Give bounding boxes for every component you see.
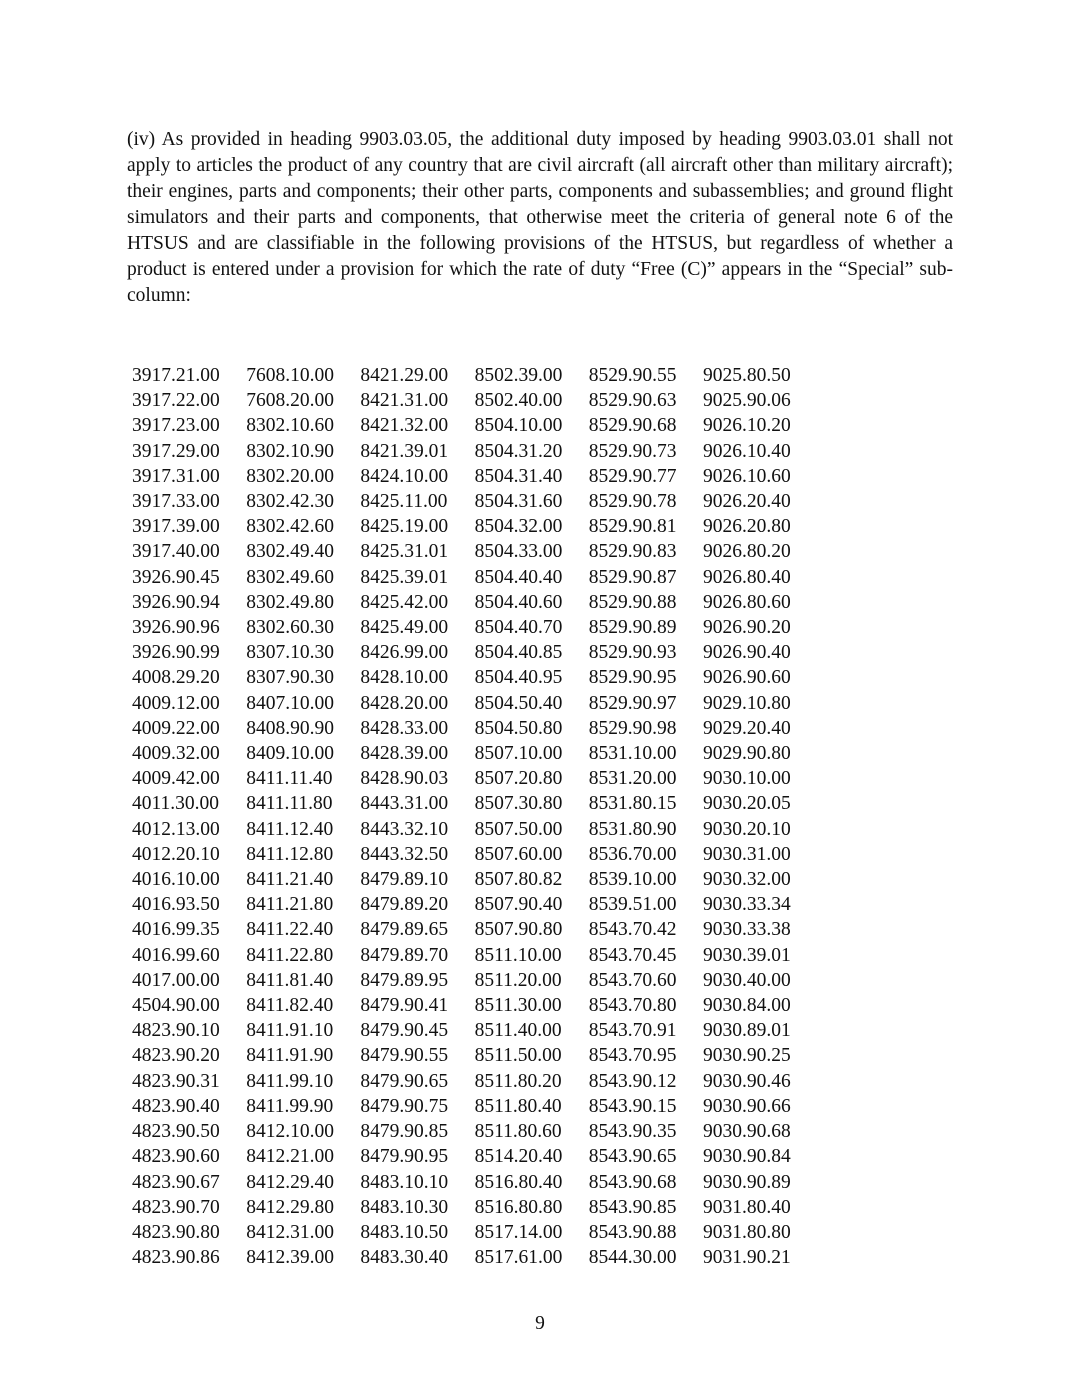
htsus-code-cell: 8507.60.00	[474, 843, 563, 865]
htsus-code-cell: 8425.19.00	[360, 516, 449, 538]
table-row	[132, 892, 817, 917]
htsus-code-cell: 8411.82.40	[246, 995, 334, 1017]
htsus-code-cell: 8479.90.55	[360, 1045, 449, 1067]
table-row	[132, 867, 817, 892]
table-row	[132, 943, 817, 968]
table-row	[132, 1170, 817, 1195]
htsus-code-cell: 8412.10.00	[246, 1121, 334, 1143]
table-row	[132, 691, 817, 716]
htsus-code-cell: 9031.80.80	[702, 1221, 791, 1243]
htsus-code-cell: 8504.40.40	[474, 566, 563, 588]
htsus-code-cell: 8507.90.80	[474, 919, 563, 941]
htsus-code-cell: 9030.20.10	[702, 818, 791, 840]
htsus-code-cell: 8428.39.00	[360, 743, 449, 765]
htsus-code-cell: 8302.49.40	[246, 541, 334, 563]
htsus-code-cell: 8529.90.83	[588, 541, 677, 563]
htsus-code-cell: 9030.39.01	[702, 944, 791, 966]
table-row	[132, 1018, 817, 1043]
htsus-code-table	[132, 363, 817, 1270]
htsus-code-cell: 8411.12.40	[246, 818, 334, 840]
htsus-code-cell: 8407.10.00	[246, 692, 334, 714]
htsus-code-cell: 8504.40.95	[474, 667, 563, 689]
htsus-code-cell: 9030.90.66	[702, 1095, 791, 1117]
htsus-code-cell: 8529.90.93	[588, 642, 677, 664]
htsus-code-cell: 9025.80.50	[702, 365, 791, 386]
table-row	[132, 640, 817, 665]
htsus-code-cell: 9026.10.20	[702, 415, 791, 437]
table-row	[132, 993, 817, 1018]
htsus-code-cell: 8302.49.60	[246, 566, 334, 588]
htsus-code-cell: 8409.10.00	[246, 743, 334, 765]
htsus-code-cell: 8531.80.90	[588, 818, 677, 840]
htsus-code-cell: 8543.70.45	[588, 944, 677, 966]
htsus-code-cell: 9029.20.40	[702, 717, 791, 739]
htsus-code-cell: 8517.14.00	[474, 1221, 563, 1243]
htsus-code-cell: 8302.49.80	[246, 591, 334, 613]
htsus-code-cell: 8428.10.00	[360, 667, 449, 689]
htsus-code-cell: 4016.99.35	[132, 919, 220, 941]
htsus-code-cell: 9026.90.60	[702, 667, 791, 689]
htsus-code-cell: 8544.30.00	[588, 1247, 677, 1269]
table-row	[132, 565, 817, 590]
htsus-code-cell: 8421.31.00	[360, 390, 449, 412]
htsus-code-cell: 8511.20.00	[474, 969, 562, 991]
table-row	[132, 817, 817, 842]
table-row	[132, 1195, 817, 1220]
table-row	[132, 1043, 817, 1068]
htsus-code-cell: 8302.20.00	[246, 465, 334, 487]
htsus-code-cell: 8511.10.00	[474, 944, 562, 966]
htsus-code-cell: 8543.90.85	[588, 1196, 677, 1218]
htsus-code-cell: 8425.39.01	[360, 566, 449, 588]
htsus-code-cell: 8502.40.00	[474, 390, 563, 412]
htsus-code-cell: 3926.90.45	[132, 566, 220, 588]
table-row	[132, 539, 817, 564]
htsus-code-cell: 8531.10.00	[588, 743, 677, 765]
table-row	[132, 363, 817, 388]
table-row	[132, 464, 817, 489]
htsus-code-cell: 8307.10.30	[246, 642, 334, 664]
htsus-code-cell: 8507.20.80	[474, 768, 563, 790]
htsus-code-cell: 8421.39.01	[360, 440, 449, 462]
htsus-code-cell: 8529.90.68	[588, 415, 677, 437]
htsus-code-cell: 4016.10.00	[132, 869, 220, 891]
table-row	[132, 741, 817, 766]
htsus-code-cell: 3917.33.00	[132, 491, 220, 513]
htsus-code-cell: 9026.90.20	[702, 617, 791, 639]
htsus-code-cell: 8539.51.00	[588, 894, 677, 916]
htsus-code-cell: 8411.22.80	[246, 944, 334, 966]
htsus-code-cell: 9026.10.60	[702, 465, 791, 487]
htsus-code-cell: 3926.90.94	[132, 591, 220, 613]
htsus-code-cell: 8412.31.00	[246, 1221, 334, 1243]
htsus-code-cell: 8543.70.60	[588, 969, 677, 991]
table-row	[132, 514, 817, 539]
htsus-code-cell: 8411.22.40	[246, 919, 334, 941]
htsus-code-cell: 8412.21.00	[246, 1146, 334, 1168]
htsus-code-cell: 8411.21.40	[246, 869, 334, 891]
htsus-code-cell: 9026.80.40	[702, 566, 791, 588]
table-row	[132, 1144, 817, 1169]
htsus-code-cell: 4012.20.10	[132, 843, 220, 865]
htsus-code-cell: 8529.90.95	[588, 667, 677, 689]
htsus-code-cell: 8511.80.40	[474, 1095, 562, 1117]
htsus-code-cell: 9029.90.80	[702, 743, 791, 765]
htsus-code-cell: 9030.33.38	[702, 919, 791, 941]
htsus-code-cell: 8425.49.00	[360, 617, 449, 639]
htsus-code-cell: 8543.90.68	[588, 1171, 677, 1193]
htsus-code-cell: 8479.89.70	[360, 944, 449, 966]
htsus-code-cell: 8504.50.80	[474, 717, 563, 739]
htsus-code-cell: 8421.32.00	[360, 415, 449, 437]
htsus-code-cell: 8411.12.80	[246, 843, 334, 865]
htsus-code-cell: 8411.11.80	[246, 793, 333, 815]
htsus-code-cell: 8302.42.30	[246, 491, 334, 513]
htsus-code-cell: 3917.40.00	[132, 541, 220, 563]
htsus-code-cell: 9026.10.40	[702, 440, 791, 462]
htsus-code-cell: 8511.30.00	[474, 995, 562, 1017]
htsus-code-cell: 8479.89.10	[360, 869, 449, 891]
htsus-code-cell: 9030.84.00	[702, 995, 791, 1017]
htsus-code-cell: 4008.29.20	[132, 667, 220, 689]
htsus-code-cell: 8543.70.95	[588, 1045, 677, 1067]
htsus-code-cell: 4823.90.67	[132, 1171, 220, 1193]
htsus-code-cell: 3917.39.00	[132, 516, 220, 538]
htsus-code-cell: 8531.20.00	[588, 768, 677, 790]
htsus-code-cell: 8507.90.40	[474, 894, 563, 916]
htsus-code-cell: 3917.22.00	[132, 390, 220, 412]
htsus-code-cell: 8411.81.40	[246, 969, 334, 991]
htsus-code-cell: 8507.80.82	[474, 869, 563, 891]
table-row	[132, 1094, 817, 1119]
htsus-code-cell: 8504.31.20	[474, 440, 563, 462]
htsus-code-cell: 8504.33.00	[474, 541, 563, 563]
htsus-code-cell: 8479.90.75	[360, 1095, 449, 1117]
htsus-code-cell: 8479.90.45	[360, 1020, 449, 1042]
htsus-code-cell: 9030.20.05	[702, 793, 791, 815]
htsus-code-cell: 9031.90.21	[702, 1247, 791, 1269]
htsus-code-cell: 8443.32.10	[360, 818, 449, 840]
htsus-code-cell: 8443.32.50	[360, 843, 449, 865]
htsus-code-cell: 9031.80.40	[702, 1196, 791, 1218]
htsus-code-cell: 8425.11.00	[360, 491, 448, 513]
htsus-code-cell: 8412.29.40	[246, 1171, 334, 1193]
htsus-code-cell: 8536.70.00	[588, 843, 677, 865]
htsus-code-cell: 8531.80.15	[588, 793, 677, 815]
htsus-code-cell: 4823.90.86	[132, 1247, 220, 1269]
htsus-code-cell: 4823.90.80	[132, 1221, 220, 1243]
htsus-code-cell: 8302.42.60	[246, 516, 334, 538]
htsus-code-cell: 8483.10.10	[360, 1171, 449, 1193]
htsus-code-cell: 8543.70.91	[588, 1020, 677, 1042]
htsus-code-cell: 8302.60.30	[246, 617, 334, 639]
htsus-code-cell: 4823.90.70	[132, 1196, 220, 1218]
htsus-code-cell: 8543.70.80	[588, 995, 677, 1017]
htsus-code-cell: 8504.50.40	[474, 692, 563, 714]
htsus-code-cell: 8411.11.40	[246, 768, 333, 790]
htsus-code-cell: 4012.13.00	[132, 818, 220, 840]
htsus-code-cell: 9030.10.00	[702, 768, 791, 790]
htsus-code-cell: 9026.20.40	[702, 491, 791, 513]
htsus-code-cell: 8516.80.80	[474, 1196, 563, 1218]
htsus-code-cell: 8529.90.73	[588, 440, 677, 462]
table-row	[132, 489, 817, 514]
htsus-code-cell: 8507.10.00	[474, 743, 563, 765]
htsus-code-cell: 8428.20.00	[360, 692, 449, 714]
htsus-code-cell: 8411.21.80	[246, 894, 334, 916]
htsus-code-cell: 4017.00.00	[132, 969, 220, 991]
htsus-code-cell: 9030.31.00	[702, 843, 791, 865]
htsus-code-cell: 8529.90.87	[588, 566, 677, 588]
htsus-code-cell: 4009.12.00	[132, 692, 220, 714]
htsus-code-cell: 4823.90.20	[132, 1045, 220, 1067]
htsus-code-cell: 8479.89.20	[360, 894, 449, 916]
htsus-code-cell: 8504.40.85	[474, 642, 563, 664]
htsus-code-cell: 4009.32.00	[132, 743, 220, 765]
htsus-code-cell: 9030.33.34	[702, 894, 791, 916]
htsus-code-cell: 8511.50.00	[474, 1045, 562, 1067]
htsus-code-cell: 9030.40.00	[702, 969, 791, 991]
htsus-code-cell: 8514.20.40	[474, 1146, 563, 1168]
htsus-code-cell: 9026.80.60	[702, 591, 791, 613]
htsus-code-cell: 8543.70.42	[588, 919, 677, 941]
htsus-code-cell: 8428.90.03	[360, 768, 449, 790]
htsus-code-cell: 8408.90.90	[246, 717, 334, 739]
htsus-code-cell: 8479.90.65	[360, 1070, 449, 1092]
htsus-code-cell: 3917.21.00	[132, 365, 220, 386]
htsus-code-cell: 8443.31.00	[360, 793, 449, 815]
htsus-code-cell: 8529.90.77	[588, 465, 677, 487]
htsus-code-cell: 8479.90.85	[360, 1121, 449, 1143]
htsus-code-cell: 9026.20.80	[702, 516, 791, 538]
htsus-code-cell: 8424.10.00	[360, 465, 449, 487]
table-row	[132, 615, 817, 640]
htsus-code-cell: 3917.29.00	[132, 440, 220, 462]
htsus-code-cell: 8543.90.15	[588, 1095, 677, 1117]
htsus-code-cell: 8411.91.90	[246, 1045, 334, 1067]
htsus-code-cell: 8479.89.95	[360, 969, 449, 991]
htsus-code-cell: 8517.61.00	[474, 1247, 563, 1269]
htsus-code-cell: 4823.90.10	[132, 1020, 220, 1042]
htsus-code-cell: 8302.10.90	[246, 440, 334, 462]
htsus-code-cell: 8529.90.81	[588, 516, 677, 538]
htsus-code-cell: 8543.90.65	[588, 1146, 677, 1168]
htsus-code-cell: 9030.90.68	[702, 1121, 791, 1143]
htsus-code-cell: 8507.30.80	[474, 793, 563, 815]
htsus-code-cell: 8483.10.30	[360, 1196, 449, 1218]
table-row	[132, 842, 817, 867]
htsus-code-cell: 4016.99.60	[132, 944, 220, 966]
htsus-code-cell: 8529.90.89	[588, 617, 677, 639]
htsus-code-cell: 8504.32.00	[474, 516, 563, 538]
htsus-code-cell: 4823.90.60	[132, 1146, 220, 1168]
htsus-code-cell: 8411.91.10	[246, 1020, 334, 1042]
htsus-code-cell: 8543.90.88	[588, 1221, 677, 1243]
htsus-code-cell: 4504.90.00	[132, 995, 220, 1017]
htsus-code-cell: 8539.10.00	[588, 869, 677, 891]
htsus-code-cell: 8529.90.97	[588, 692, 677, 714]
htsus-code-cell: 9026.90.40	[702, 642, 791, 664]
htsus-code-cell: 4823.90.31	[132, 1070, 220, 1092]
table-row	[132, 1119, 817, 1144]
htsus-code-cell: 9026.80.20	[702, 541, 791, 563]
htsus-code-cell: 8411.99.90	[246, 1095, 334, 1117]
intro-paragraph: (iv) As provided in heading 9903.03.05, the additional duty imposed by heading 9903.03.01 shall not apply to articles the product of any country that are civil aircraft (all aircraft other than military aircraft); their engines, parts and components; their other parts, components and subassemblies; and ground flight simulators and their parts and components, that otherwise meet the criteria of general note 6 of the HTSUS and are classifiable in the following provisions of the HTSUS, but regardless of whether a product is entered under a provision for which the rate of duty “Free (C)” appears in the “Special” sub-column:	[127, 129, 953, 306]
htsus-code-cell: 3917.31.00	[132, 465, 220, 487]
htsus-code-cell: 8511.80.60	[474, 1121, 562, 1143]
table-row	[132, 590, 817, 615]
htsus-code-cell: 4009.42.00	[132, 768, 220, 790]
htsus-code-cell: 3926.90.96	[132, 617, 220, 639]
htsus-code-cell: 8411.99.10	[246, 1070, 334, 1092]
htsus-code-cell: 8504.10.00	[474, 415, 563, 437]
table-row	[132, 1220, 817, 1245]
htsus-code-cell: 8529.90.98	[588, 717, 677, 739]
htsus-code-cell: 8479.90.41	[360, 995, 449, 1017]
htsus-code-cell: 4009.22.00	[132, 717, 220, 739]
table-row	[132, 665, 817, 690]
htsus-code-cell: 9029.10.80	[702, 692, 791, 714]
htsus-code-cell: 8529.90.55	[588, 365, 677, 386]
htsus-code-cell: 9030.90.84	[702, 1146, 791, 1168]
htsus-code-cell: 8483.30.40	[360, 1247, 449, 1269]
htsus-code-cell: 4011.30.00	[132, 793, 220, 815]
htsus-code-cell: 3917.23.00	[132, 415, 220, 437]
htsus-code-cell: 8479.90.95	[360, 1146, 449, 1168]
table-row	[132, 716, 817, 741]
page-number: 9	[535, 1313, 545, 1334]
htsus-code-cell: 8516.80.40	[474, 1171, 563, 1193]
table-row	[132, 968, 817, 993]
htsus-code-cell: 9030.90.25	[702, 1045, 791, 1067]
htsus-code-cell: 9030.32.00	[702, 869, 791, 891]
table-row	[132, 917, 817, 942]
htsus-code-cell: 3926.90.99	[132, 642, 220, 664]
htsus-code-cell: 8479.89.65	[360, 919, 449, 941]
table-row	[132, 413, 817, 438]
table-row	[132, 439, 817, 464]
table-row	[132, 1245, 817, 1270]
htsus-code-cell: 8529.90.63	[588, 390, 677, 412]
htsus-code-cell: 8426.99.00	[360, 642, 449, 664]
htsus-code-cell: 7608.10.00	[246, 365, 334, 386]
htsus-code-cell: 8543.90.12	[588, 1070, 677, 1092]
table-row	[132, 791, 817, 816]
htsus-code-cell: 8425.31.01	[360, 541, 449, 563]
htsus-code-cell: 8504.40.70	[474, 617, 563, 639]
htsus-code-cell: 8529.90.78	[588, 491, 677, 513]
table-row	[132, 1069, 817, 1094]
htsus-code-cell: 8511.40.00	[474, 1020, 562, 1042]
htsus-code-cell: 8543.90.35	[588, 1121, 677, 1143]
htsus-code-cell: 8412.29.80	[246, 1196, 334, 1218]
htsus-code-table-body	[132, 363, 817, 1270]
htsus-code-cell: 8412.39.00	[246, 1247, 334, 1269]
htsus-code-cell: 8302.10.60	[246, 415, 334, 437]
htsus-code-cell: 8504.31.40	[474, 465, 563, 487]
htsus-code-cell: 4823.90.50	[132, 1121, 220, 1143]
htsus-code-cell: 8504.31.60	[474, 491, 563, 513]
htsus-code-cell: 9030.90.46	[702, 1070, 791, 1092]
htsus-code-cell: 8307.90.30	[246, 667, 334, 689]
htsus-code-cell: 8421.29.00	[360, 365, 449, 386]
htsus-code-cell: 7608.20.00	[246, 390, 334, 412]
htsus-code-cell: 9030.89.01	[702, 1020, 791, 1042]
htsus-code-cell: 8507.50.00	[474, 818, 563, 840]
htsus-code-cell: 8504.40.60	[474, 591, 563, 613]
htsus-code-cell: 8502.39.00	[474, 365, 563, 386]
htsus-code-cell: 8425.42.00	[360, 591, 449, 613]
htsus-code-cell: 4016.93.50	[132, 894, 220, 916]
htsus-code-cell: 9025.90.06	[702, 390, 791, 412]
htsus-code-cell: 8511.80.20	[474, 1070, 562, 1092]
htsus-code-cell: 4823.90.40	[132, 1095, 220, 1117]
htsus-code-cell: 8483.10.50	[360, 1221, 449, 1243]
table-row	[132, 766, 817, 791]
htsus-code-cell: 8529.90.88	[588, 591, 677, 613]
htsus-code-cell: 8428.33.00	[360, 717, 449, 739]
htsus-code-cell: 9030.90.89	[702, 1171, 791, 1193]
table-row	[132, 388, 817, 413]
